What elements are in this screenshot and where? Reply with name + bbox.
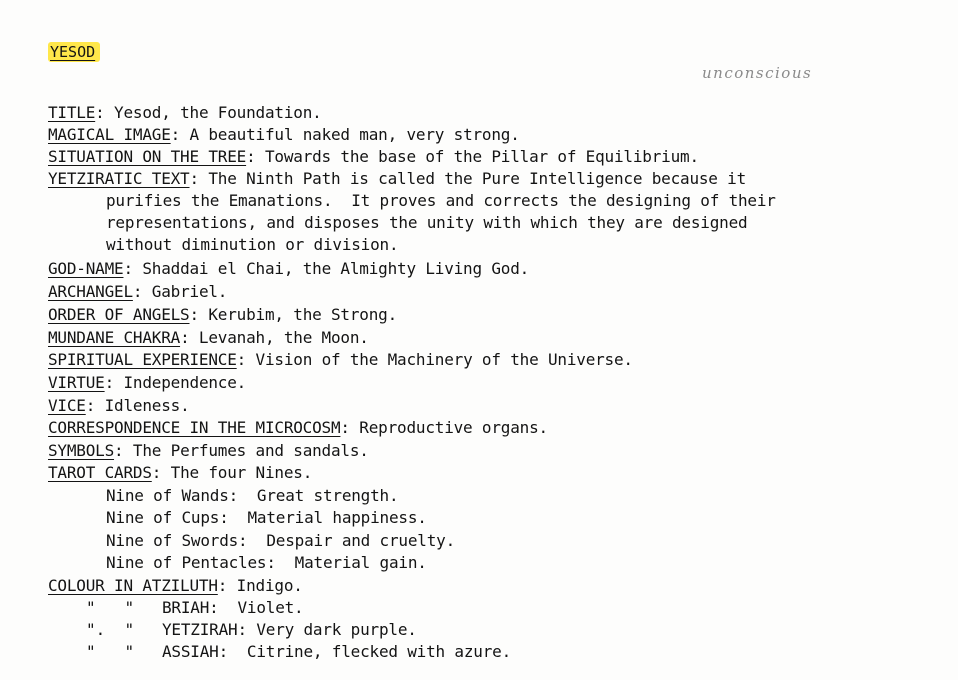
entry-title: TITLE: Yesod, the Foundation. [48,103,322,122]
entry-correspondence-microcosm: CORRESPONDENCE IN THE MICROCOSM: Reproductive organs. [48,418,548,437]
entry-symbols: SYMBOLS: The Perfumes and sandals. [48,441,369,460]
entry-text: Shaddai el Chai, the Almighty Living God. [132,259,530,278]
entry-label: MAGICAL IMAGE [48,125,171,144]
entry-label: COLOUR IN ATZILUTH [48,576,218,595]
entry-label: CORRESPONDENCE IN THE MICROCOSM [48,418,341,437]
entry-text: Indigo. [227,576,303,595]
entry-god-name: GOD-NAME: Shaddai el Chai, the Almighty Living God. [48,259,530,278]
section-heading-highlighted [48,42,100,62]
entry-text: Idleness. [95,396,190,415]
entry-text: The Ninth Path is called the Pure Intelligence because it [198,169,747,188]
entry-label: ARCHANGEL [48,282,133,301]
ditto-marks: " " [86,642,135,661]
heading-text: YESOD [50,43,96,61]
entry-text: Vision of the Machinery of the Universe. [246,350,633,369]
entry-order-of-angels: ORDER OF ANGELS: Kerubim, the Strong. [48,305,398,324]
entry-mundane-chakra: MUNDANE CHAKRA: Levanah, the Moon. [48,328,369,347]
entry-text: Reproductive organs. [349,418,548,437]
entry-label: TITLE [48,103,96,122]
colour-scale-line: BRIAH: Violet. [162,598,304,617]
entry-label: MUNDANE CHAKRA [48,328,181,347]
entry-label: YETZIRATIC TEXT [48,169,190,188]
ditto-marks: " " [86,598,135,617]
entry-text: Towards the base of the Pillar of Equilibrium. [255,147,699,166]
yetziratic-continuation-line: representations, and disposes the unity with which they are designed [106,213,748,232]
entry-text: The Perfumes and sandals. [123,441,369,460]
entry-text: Levanah, the Moon. [189,328,369,347]
entry-situation-on-tree: SITUATION ON THE TREE: Towards the base of the Pillar of Equilibrium. [48,147,699,166]
entry-label: TAROT CARDS [48,463,152,482]
entry-tarot-cards: TAROT CARDS: The four Nines. [48,463,313,482]
ditto-marks: ". " [86,620,135,639]
yetziratic-continuation-line: without diminution or division. [106,235,399,254]
tarot-item: Nine of Pentacles: Material gain. [106,553,427,572]
entry-virtue: VIRTUE: Independence. [48,373,247,392]
entry-spiritual-experience: SPIRITUAL EXPERIENCE: Vision of the Machinery of the Universe. [48,350,633,369]
entry-text: Yesod, the Foundation. [104,103,322,122]
colour-scale-line: ASSIAH: Citrine, flecked with azure. [162,642,512,661]
entry-colour-atziluth: COLOUR IN ATZILUTH: Indigo. [48,576,303,595]
entry-text: Independence. [114,373,247,392]
entry-label: ORDER OF ANGELS [48,305,190,324]
tarot-item: Nine of Swords: Despair and cruelty. [106,531,456,550]
yetziratic-continuation-line: purifies the Emanations. It proves and corrects the designing of their [106,191,776,210]
entry-vice: VICE: Idleness. [48,396,190,415]
entry-label: VIRTUE [48,373,105,392]
tarot-item: Nine of Wands: Great strength. [106,486,399,505]
entry-text: Kerubim, the Strong. [198,305,398,324]
entry-archangel: ARCHANGEL: Gabriel. [48,282,228,301]
entry-label: GOD-NAME [48,259,124,278]
colour-scale-line: YETZIRAH: Very dark purple. [162,620,417,639]
entry-label: SPIRITUAL EXPERIENCE [48,350,237,369]
tarot-item: Nine of Cups: Material happiness. [106,508,427,527]
entry-label: SITUATION ON THE TREE [48,147,247,166]
entry-label: VICE [48,396,86,415]
entry-label: SYMBOLS [48,441,115,460]
entry-text: Gabriel. [142,282,228,301]
handwritten-annotation: unconscious [702,64,813,82]
entry-text: A beautiful naked man, very strong. [180,125,520,144]
entry-magical-image: MAGICAL IMAGE: A beautiful naked man, very strong. [48,125,520,144]
entry-yetziratic-text: YETZIRATIC TEXT: The Ninth Path is called the Pure Intelligence because it [48,169,747,188]
entry-text: The four Nines. [161,463,313,482]
